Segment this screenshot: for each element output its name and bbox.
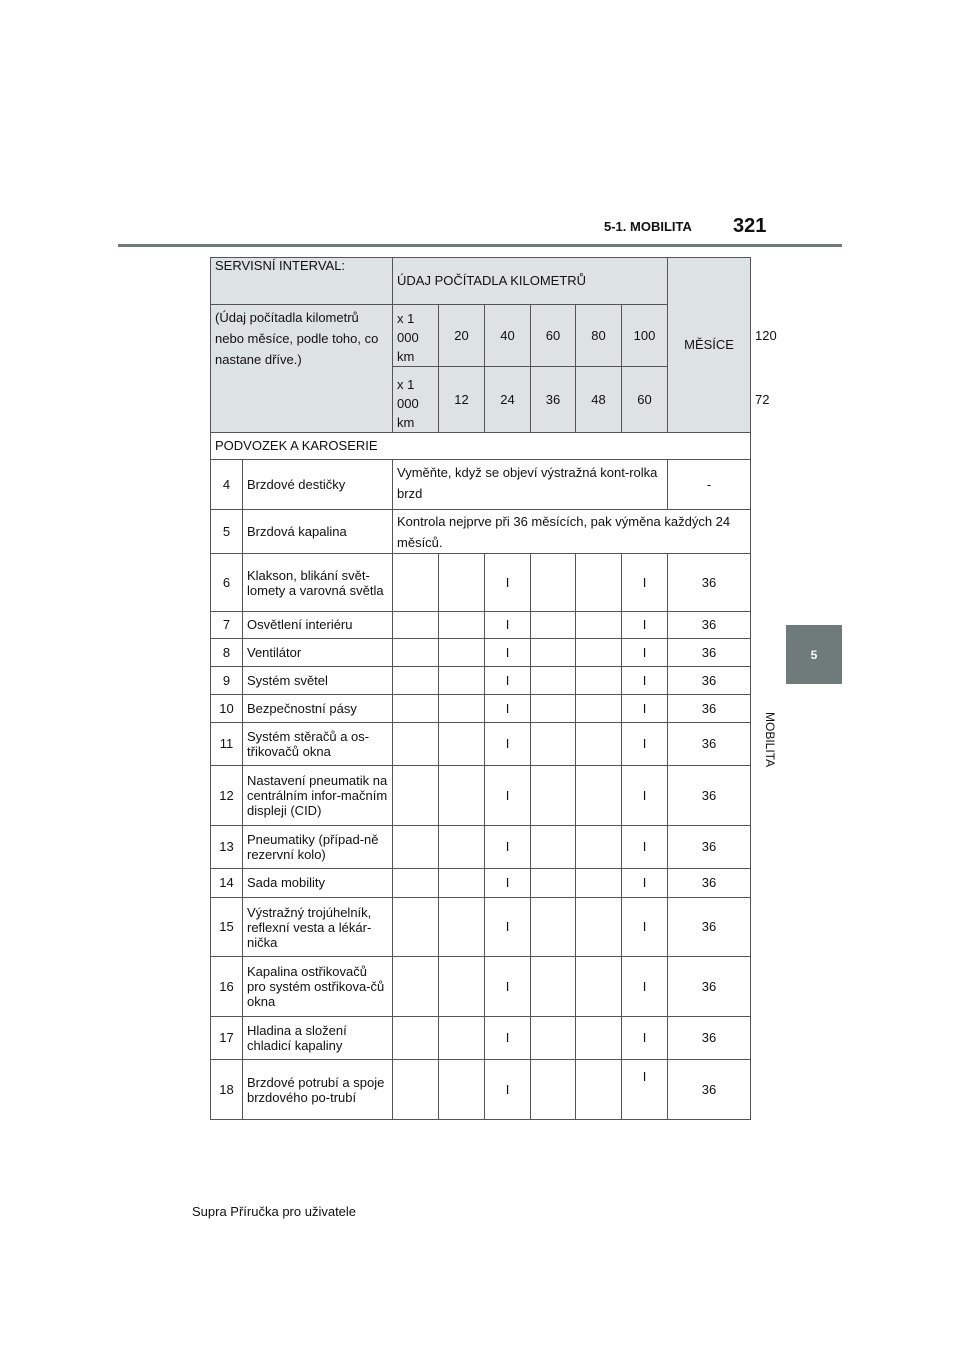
row-cell — [439, 826, 485, 869]
row-number: 16 — [211, 957, 243, 1017]
row-number: 12 — [211, 766, 243, 826]
row-number: 15 — [211, 898, 243, 957]
row-number: 14 — [211, 869, 243, 898]
row-inspect: I — [485, 554, 531, 612]
row-number: 9 — [211, 667, 243, 695]
row-inspect: I — [622, 1060, 668, 1120]
row-cell — [576, 612, 622, 639]
row-cell — [531, 766, 576, 826]
section-label: PODVOZEK A KAROSERIE — [211, 433, 751, 460]
row-inspect: I — [622, 1017, 668, 1060]
row-cell — [439, 957, 485, 1017]
row-item: Výstražný trojúhelník, reflexní vesta a lékár-nička — [243, 898, 393, 957]
row-inspect: I — [485, 957, 531, 1017]
row-cell — [531, 639, 576, 667]
km-row: (Údaj počítadla kilometrů nebo měsíce, podle toho, co nastane dříve.) x 1 000 km 20 40 60 80 100 120 — [211, 305, 751, 367]
row-cell — [393, 1017, 439, 1060]
table-row — [211, 460, 751, 510]
row-inspect: I — [485, 869, 531, 898]
row-inspect: I — [622, 869, 668, 898]
row-months: 36 — [668, 1017, 751, 1060]
row-cell — [576, 695, 622, 723]
row-item: Brzdové destičky — [243, 460, 393, 510]
table-row — [211, 826, 751, 869]
row-cell — [439, 639, 485, 667]
row-cell — [531, 695, 576, 723]
row-cell — [439, 612, 485, 639]
row-item: Nastavení pneumatik na centrálním infor-mačním displeji (CID) — [243, 766, 393, 826]
row-note: Vyměňte, když se objeví výstražná kont-rolka brzd — [393, 460, 668, 510]
row-number: 5 — [211, 510, 243, 554]
row-months: 36 — [668, 667, 751, 695]
row-inspect: I — [622, 898, 668, 957]
km-unit-label: x 1 000 km — [393, 305, 439, 367]
row-inspect: I — [622, 695, 668, 723]
row-inspect: I — [622, 639, 668, 667]
row-inspect: I — [622, 612, 668, 639]
row-months: 36 — [668, 554, 751, 612]
chapter-tab — [786, 625, 842, 684]
table-row — [211, 957, 751, 1017]
table-row — [211, 869, 751, 898]
row-cell — [531, 667, 576, 695]
row-cell — [576, 554, 622, 612]
row-item: Brzdové potrubí a spoje brzdového po-trubí — [243, 1060, 393, 1120]
row-number: 11 — [211, 723, 243, 766]
row-cell — [576, 1060, 622, 1120]
table-row — [211, 554, 751, 612]
interval-note: (Údaj počítadla kilometrů nebo měsíce, podle toho, co nastane dříve.) — [211, 305, 393, 433]
km-value: 20 — [439, 305, 485, 367]
row-cell — [576, 667, 622, 695]
month-value: 48 — [576, 367, 622, 433]
row-item: Ventilátor — [243, 639, 393, 667]
row-number: 17 — [211, 1017, 243, 1060]
row-item: Bezpečnostní pásy — [243, 695, 393, 723]
row-cell — [531, 1060, 576, 1120]
row-cell — [393, 826, 439, 869]
month-unit-label: x 1 000 km — [393, 367, 439, 433]
row-item: Systém stěračů a os-třikovačů okna — [243, 723, 393, 766]
row-item: Sada mobility — [243, 869, 393, 898]
row-cell — [393, 1060, 439, 1120]
table-row — [211, 766, 751, 826]
row-cell — [531, 957, 576, 1017]
row-inspect: I — [485, 667, 531, 695]
row-cell — [393, 869, 439, 898]
months-row: x 1 000 km 12 24 36 48 60 72 — [211, 367, 751, 433]
table-header-row — [211, 258, 751, 305]
row-cell — [393, 667, 439, 695]
table-row — [211, 639, 751, 667]
row-number: 7 — [211, 612, 243, 639]
row-item: Klakson, blikání svět-lomety a varovná světla — [243, 554, 393, 612]
row-inspect: I — [485, 1060, 531, 1120]
table-row — [211, 1017, 751, 1060]
month-value: 24 — [485, 367, 531, 433]
month-value: 12 — [439, 367, 485, 433]
row-cell — [439, 869, 485, 898]
row-item: Systém světel — [243, 667, 393, 695]
row-cell — [531, 612, 576, 639]
row-inspect: I — [485, 1017, 531, 1060]
chapter-side-label: MOBILITA — [763, 712, 777, 768]
row-months: 36 — [668, 1060, 751, 1120]
row-inspect: I — [485, 898, 531, 957]
section-row — [211, 433, 751, 460]
row-cell — [576, 639, 622, 667]
row-inspect: I — [485, 826, 531, 869]
km-value: 60 — [531, 305, 576, 367]
row-months: 36 — [668, 695, 751, 723]
section-title: 5-1. MOBILITA — [604, 219, 692, 234]
footer-text: Supra Příručka pro uživatele — [192, 1204, 357, 1219]
row-cell — [531, 723, 576, 766]
row-cell — [576, 957, 622, 1017]
table-row — [211, 723, 751, 766]
row-inspect: I — [485, 639, 531, 667]
row-cell — [439, 898, 485, 957]
row-cell — [576, 766, 622, 826]
row-cell — [439, 667, 485, 695]
page-number: 321 — [733, 215, 767, 237]
row-inspect: I — [622, 766, 668, 826]
row-cell — [393, 612, 439, 639]
row-cell — [576, 898, 622, 957]
row-item: Pneumatiky (případ-ně rezervní kolo) — [243, 826, 393, 869]
row-cell — [439, 1060, 485, 1120]
odometer-label: ÚDAJ POČÍTADLA KILOMETRŮ — [393, 258, 668, 305]
month-value: 36 — [531, 367, 576, 433]
row-inspect: I — [622, 723, 668, 766]
row-inspect: I — [485, 723, 531, 766]
row-inspect: I — [622, 667, 668, 695]
row-inspect: I — [485, 695, 531, 723]
table-row — [211, 1060, 751, 1120]
row-cell — [393, 554, 439, 612]
header-divider — [118, 244, 842, 247]
chapter-tab-number: 5 — [810, 647, 818, 662]
row-number: 6 — [211, 554, 243, 612]
row-number: 4 — [211, 460, 243, 510]
row-number: 13 — [211, 826, 243, 869]
row-item: Hladina a složení chladicí kapaliny — [243, 1017, 393, 1060]
table-row — [211, 667, 751, 695]
row-cell — [393, 723, 439, 766]
months-label: MĚSÍCE — [668, 258, 751, 433]
month-value: 60 — [622, 367, 668, 433]
row-cell — [439, 766, 485, 826]
row-number: 18 — [211, 1060, 243, 1120]
table-row — [211, 695, 751, 723]
row-months: 36 — [668, 723, 751, 766]
row-months: 36 — [668, 826, 751, 869]
row-cell — [531, 898, 576, 957]
row-item: Kapalina ostřikovačů pro systém ostřikova-čů okna — [243, 957, 393, 1017]
row-cell — [393, 639, 439, 667]
row-number: 10 — [211, 695, 243, 723]
row-cell — [439, 723, 485, 766]
row-cell — [576, 1017, 622, 1060]
km-value: 80 — [576, 305, 622, 367]
row-cell — [531, 826, 576, 869]
row-cell — [576, 869, 622, 898]
row-months: 36 — [668, 766, 751, 826]
row-item: Osvětlení interiéru — [243, 612, 393, 639]
service-interval-label: SERVISNÍ INTERVAL: — [211, 258, 393, 305]
row-months: 36 — [668, 898, 751, 957]
row-inspect: I — [485, 766, 531, 826]
row-cell — [439, 1017, 485, 1060]
row-cell — [393, 898, 439, 957]
row-inspect: I — [622, 957, 668, 1017]
table-row — [211, 898, 751, 957]
row-cell — [393, 695, 439, 723]
row-months: - — [668, 460, 751, 510]
row-cell — [393, 957, 439, 1017]
row-item: Brzdová kapalina — [243, 510, 393, 554]
row-inspect: I — [622, 826, 668, 869]
km-value: 40 — [485, 305, 531, 367]
row-inspect: I — [485, 612, 531, 639]
row-months: 36 — [668, 957, 751, 1017]
row-cell — [531, 869, 576, 898]
row-cell — [531, 1017, 576, 1060]
row-cell — [576, 723, 622, 766]
km-value: 100 — [622, 305, 668, 367]
table-row — [211, 510, 751, 554]
row-note: Kontrola nejprve při 36 měsících, pak výměna každých 24 měsíců. — [393, 510, 751, 554]
row-cell — [576, 826, 622, 869]
row-months: 36 — [668, 639, 751, 667]
row-cell — [393, 766, 439, 826]
row-months: 36 — [668, 612, 751, 639]
row-cell — [531, 554, 576, 612]
row-months: 36 — [668, 869, 751, 898]
row-cell — [439, 554, 485, 612]
row-number: 8 — [211, 639, 243, 667]
row-cell — [439, 695, 485, 723]
table-row — [211, 612, 751, 639]
row-inspect: I — [622, 554, 668, 612]
